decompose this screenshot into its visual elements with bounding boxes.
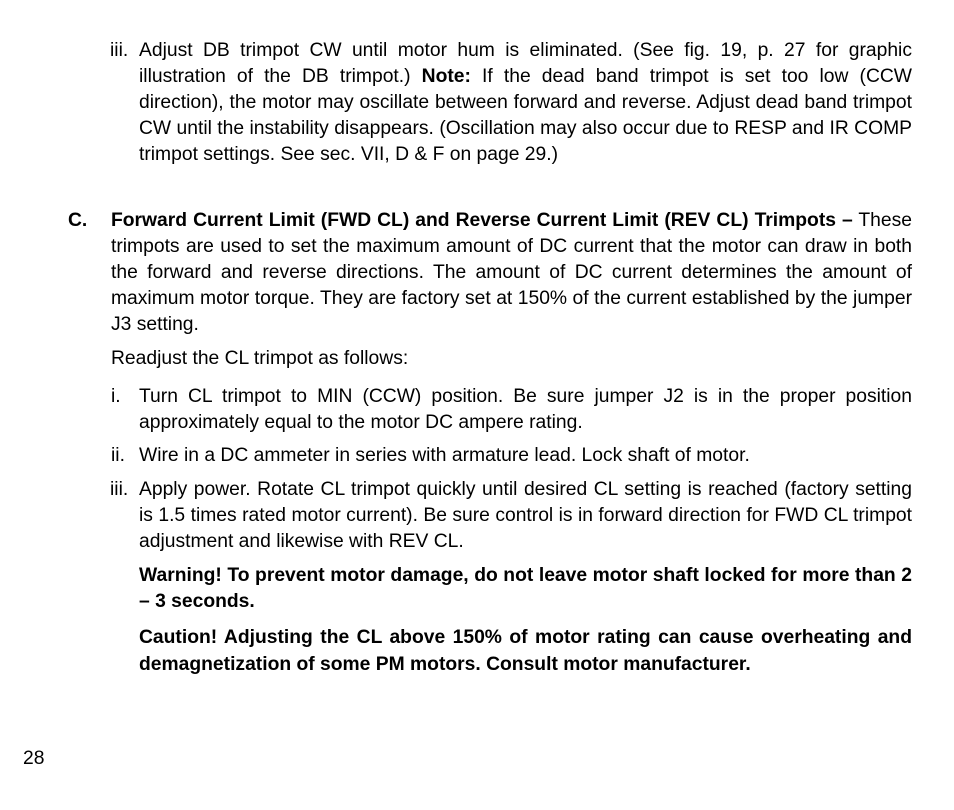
warning-notice	[139, 563, 912, 615]
step-marker: iii.	[110, 40, 129, 61]
note-label: Note:	[421, 66, 471, 87]
step-text: Apply power. Rotate CL trimpot quickly until desired CL setting is reached (factory setting is 1.5 times rated motor current). Be sure control is in forward direction for FWD CL trimpot adjustment and likewise with REV CL.	[139, 479, 912, 552]
step-marker: ii.	[111, 445, 125, 466]
warning-text: Warning! To prevent motor damage, do not leave motor shaft locked for more than 2 – 3 seconds.	[139, 565, 912, 612]
step-text	[139, 38, 912, 168]
step-ii	[111, 443, 912, 469]
readjust-intro: Readjust the CL trimpot as follows:	[111, 348, 409, 369]
step-marker: iii.	[110, 479, 129, 500]
step-text: Wire in a DC ammeter in series with armature lead. Lock shaft of motor.	[139, 445, 750, 466]
caution-text: Caution! Adjusting the CL above 150% of motor rating can cause overheating and demagnetization of some PM motors. Consult motor manufacturer.	[139, 627, 912, 675]
step-text-part-2: If the dead band trimpot is set too low (CCW direction), the motor may oscillate between forward and reverse. Adjust dead band trimpot CW until the instability disappears. (Oscillation may also occur due to RESP and IR COMP trimpot settings. See sec. VII, D & F on page 29.)	[139, 66, 912, 165]
caution-notice	[139, 624, 912, 678]
adjust-db-step	[110, 38, 912, 168]
step-marker: i.	[111, 386, 121, 407]
section-paragraph	[111, 208, 912, 338]
step-i	[111, 384, 912, 436]
step-text-part-1: Adjust DB trimpot CW until motor hum is eliminated. (See fig. 19, p. 27 for graphic illustration of the DB trimpot.)	[139, 40, 912, 87]
section-body: These trimpots are used to set the maximum amount of DC current that the motor can draw in both the forward and reverse directions. The amount of DC current determines the amount of maximum motor torque. They are factory set at 150% of the current established by the jumper J3 setting.	[111, 210, 912, 335]
page-number: 28	[23, 748, 45, 769]
section-heading: Forward Current Limit (FWD CL) and Reverse Current Limit (REV CL) Trimpots –	[111, 210, 853, 231]
section-c	[68, 208, 912, 338]
step-text: Turn CL trimpot to MIN (CCW) position. Be sure jumper J2 is in the proper position approximately equal to the motor DC ampere rating.	[139, 386, 912, 433]
section-marker: C.	[68, 210, 88, 231]
step-iii	[110, 477, 912, 555]
